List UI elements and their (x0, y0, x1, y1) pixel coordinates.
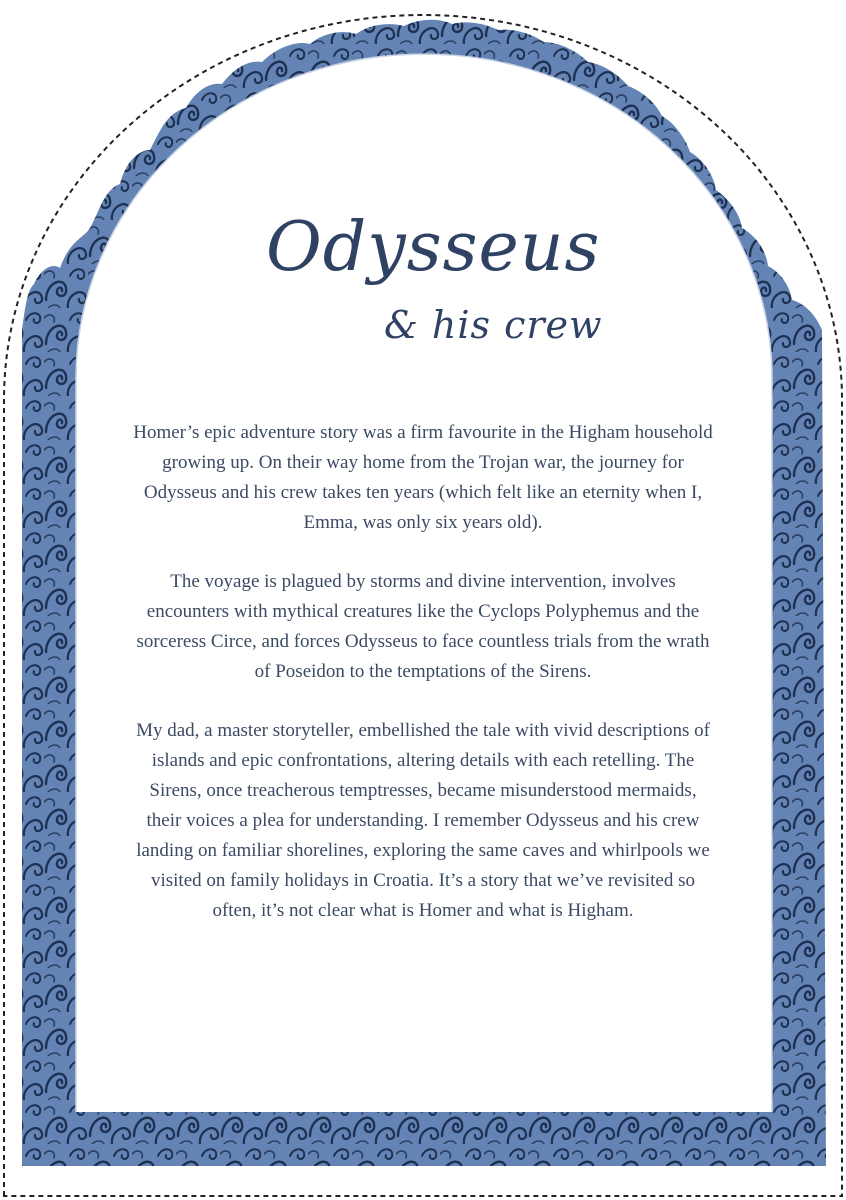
paragraph-retelling: My dad, a master storyteller, embellished the tale with vivid descriptions of islands and epic confrontations, altering details with each retelling. The Sirens, once treacherous temptresses, became misunderstood mermaids, their voices a plea for understanding. I remember Odysseus and his crew landing on familiar shorelines, exploring the same caves and whirlpools we visited on family holidays in Croatia. It’s a story that we’ve revisited so often, it’s not clear what is Homer and what is Higham. (136, 720, 710, 921)
paragraph-intro: Homer’s epic adventure story was a firm favourite in the Higham household growing up. On their way home from the Trojan war, the journey for Odysseus and his crew takes ten years (which felt like an eternity when I, Emma, was only six years old). (133, 422, 713, 533)
paragraph-voyage: The voyage is plagued by storms and divine intervention, involves encounters with mythical creatures like the Cyclops Polyphemus and the sorceress Circe, and forces Odysseus to face countless trials from the wrath of Poseidon to the temptations of the Sirens. (136, 571, 710, 682)
page-subtitle: & his crew (384, 303, 603, 347)
story-text (130, 418, 716, 955)
page-title: Odysseus (266, 208, 601, 287)
